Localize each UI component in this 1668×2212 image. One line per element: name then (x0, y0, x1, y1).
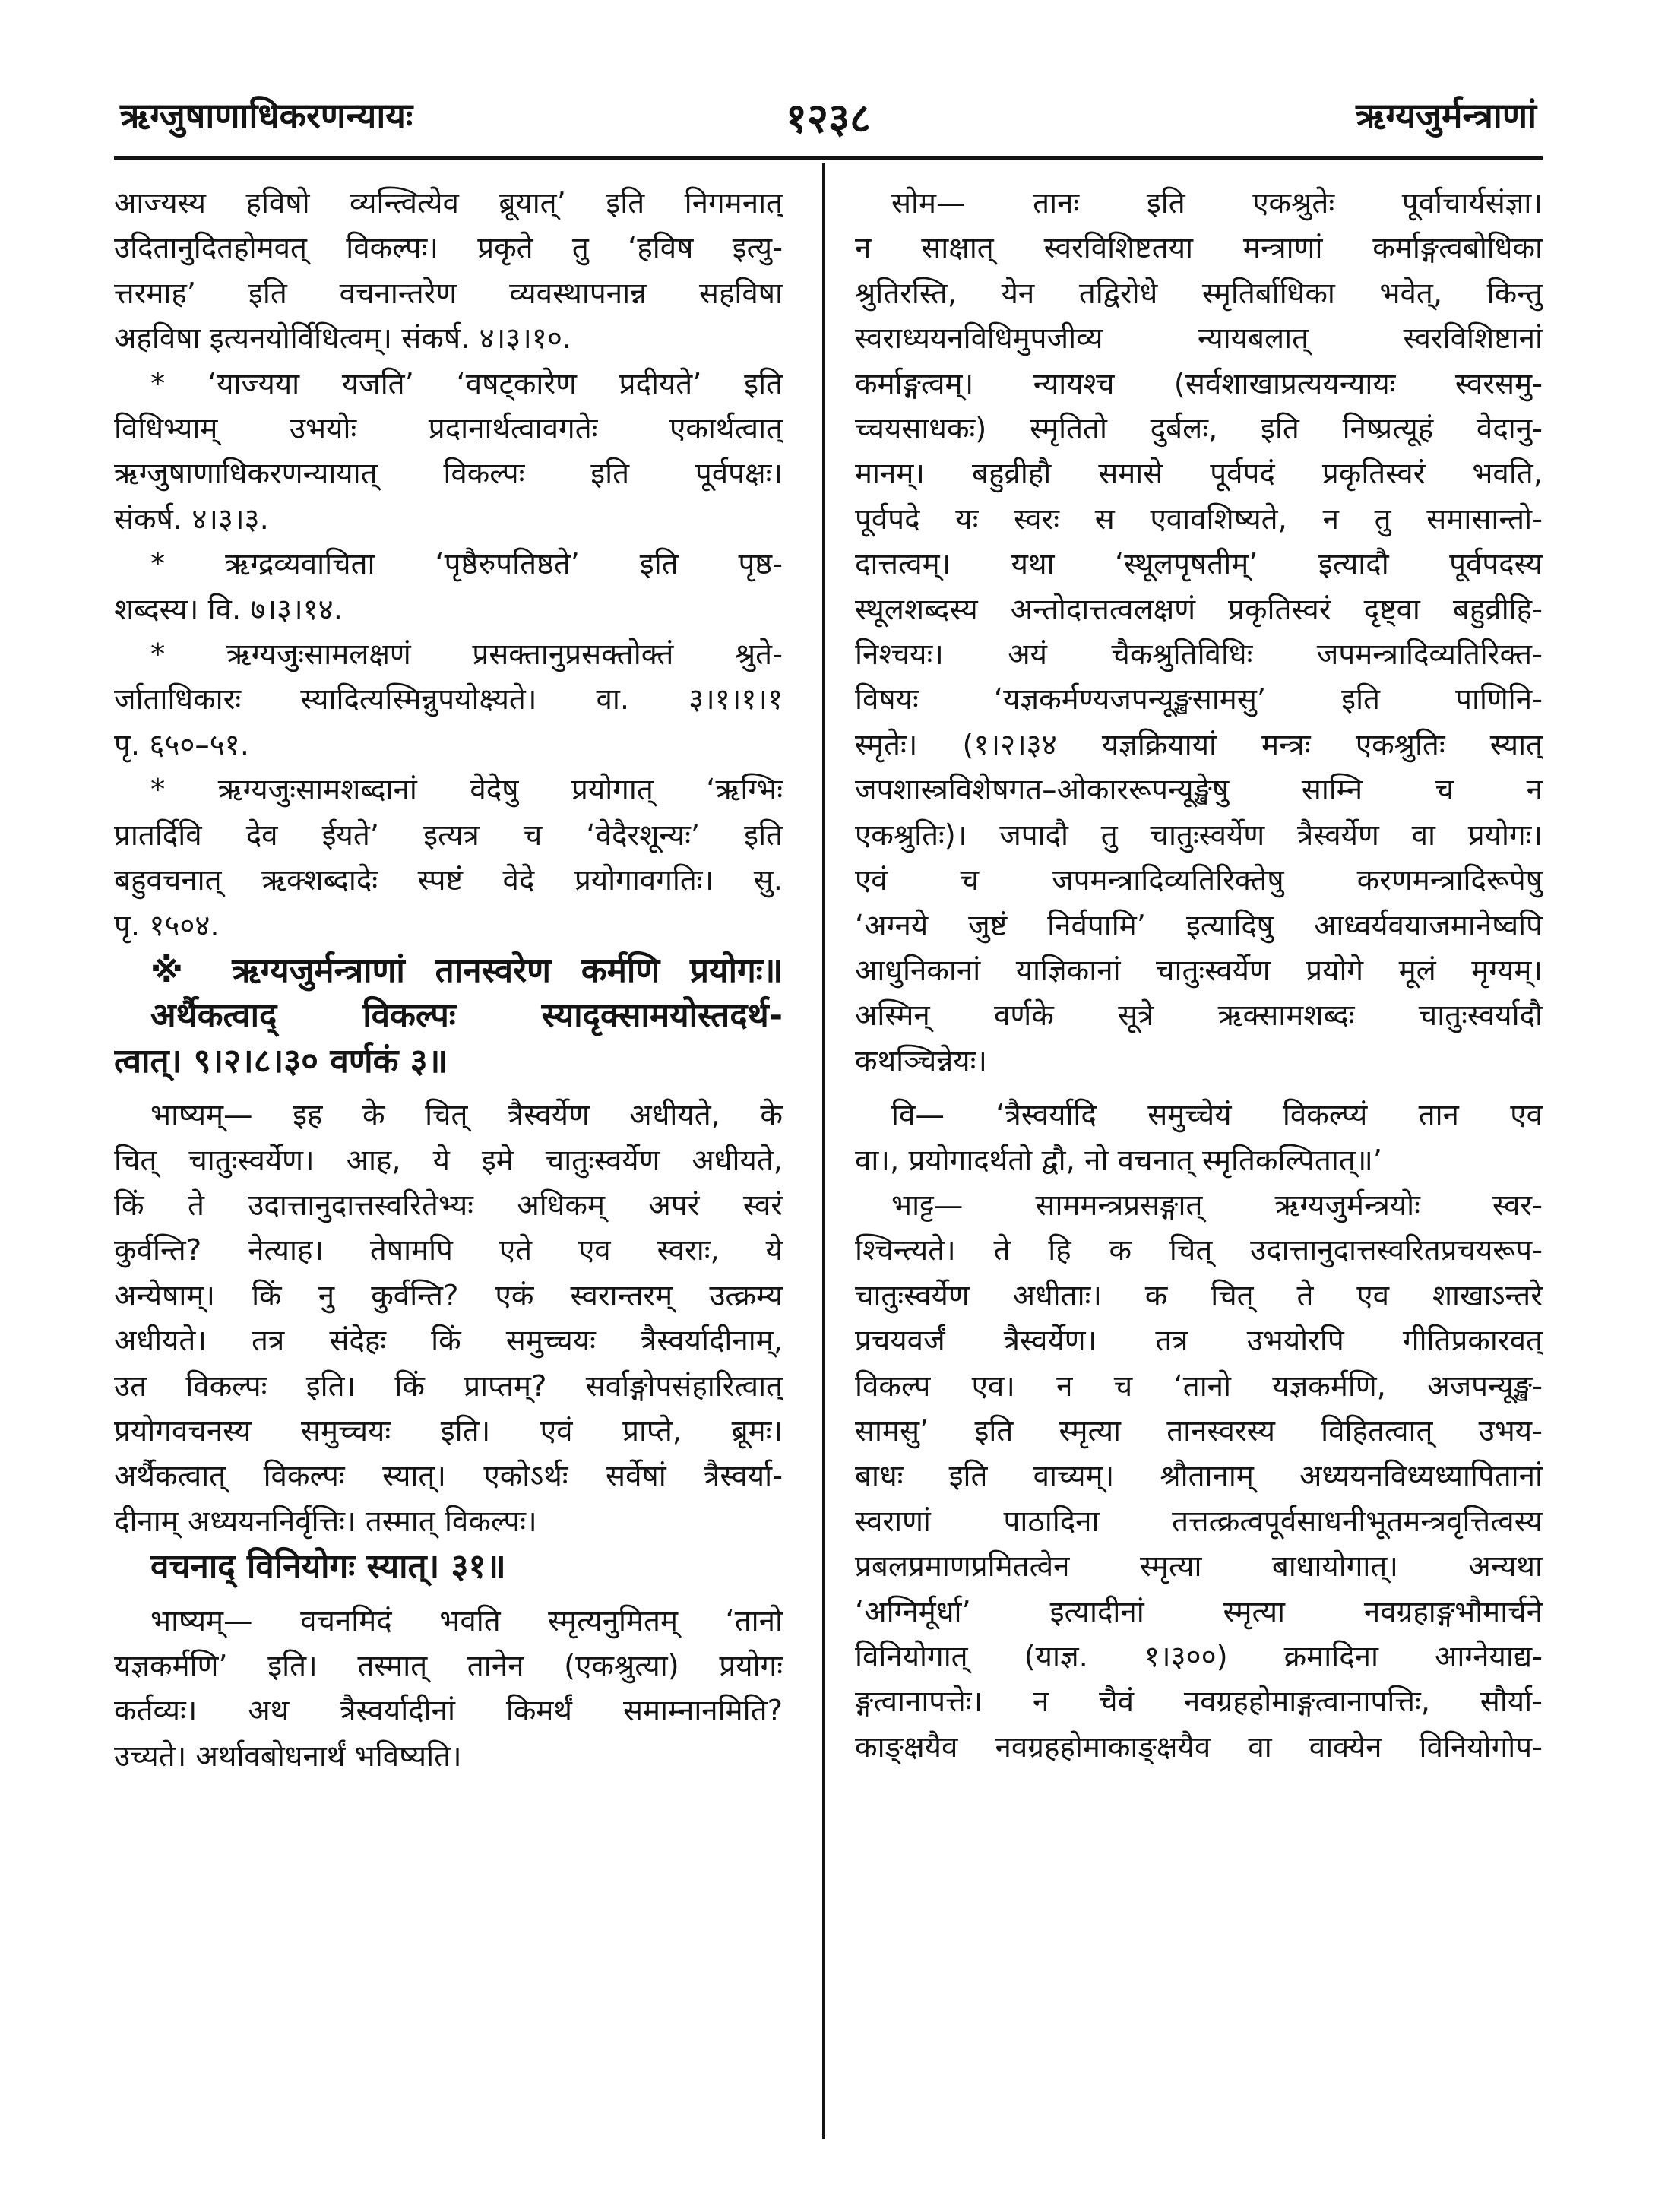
paragraph-gap (855, 1084, 1543, 1093)
text-line: एवं च जपमन्त्रादिव्यतिरिक्तेषु करणमन्त्रादिरूपेषु (855, 863, 1543, 898)
text-line: ऋग्जुषाणाधिकरणन्यायात् विकल्पः इति पूर्वपक्षः। (114, 457, 783, 492)
text-line: आधुनिकानां याज्ञिकानां चातुःस्वर्येण प्रयोगे मूलं मृग्यम्। (855, 953, 1543, 988)
left-column (114, 181, 783, 1779)
header-rule (114, 156, 1543, 160)
text-line: भाष्यम्— वचनमिदं भवति स्मृत्यनुमितम् ‘तानो (150, 1603, 783, 1638)
text-line: काङ्क्षयैव नवग्रहहोमाकाङ्क्षयैव वा वाक्येन विनियोगोप- (855, 1729, 1543, 1764)
text-line: विनियोगात् (याज्ञ. १।३००) क्रमादिना आग्नेयाद्य- (855, 1640, 1543, 1674)
column-divider (822, 163, 825, 2139)
text-line: न साक्षात् स्वरविशिष्टतया मन्त्राणां कर्माङ्गत्वबोधिका (855, 231, 1543, 266)
text-line: अधीयते। तत्र संदेहः किं समुच्चयः त्रैस्वर्यादीनाम्, (114, 1324, 783, 1359)
text-line: च्चयसाधकः) स्मृतितो दुर्बलः, इति निष्प्रत्यूहं वेदानु- (855, 412, 1543, 447)
text-line: दीनाम् अध्ययननिर्वृत्तिः। तस्मात् विकल्पः। (114, 1504, 537, 1539)
text-line: प्रबलप्रमाणप्रमितत्वेन स्मृत्या बाधायोगात्। अन्यथा (855, 1549, 1543, 1584)
text-line: निश्चयः। अयं चैकश्रुतिविधिः जपमन्त्रादिव्यतिरिक्त- (855, 638, 1543, 672)
text-line: अर्थैकत्वाद् विकल्पः स्यादृक्सामयोस्तदर्थ- (150, 996, 783, 1036)
text-line: स्वराणां पाठादिना तत्तत्क्रत्वपूर्वसाधनीभूतमन्त्रवृत्तित्वस्य (855, 1504, 1543, 1539)
text-line: कुर्वन्ति? नेत्याह। तेषामपि एते एव स्वराः, ये (114, 1233, 783, 1268)
text-line: पृ. १५०४. (114, 908, 220, 943)
text-line: भाट्ट— साममन्त्रप्रसङ्गात् ऋग्यजुर्मन्त्रयोः स्वर- (891, 1188, 1543, 1223)
text-line: वि— ‘त्रैस्वर्यादि समुच्चेयं विकल्प्यं तान एव (891, 1098, 1543, 1133)
text-line: उदितानुदितहोमवत् विकल्पः। प्रकृते तु ‘हविष इत्यु- (114, 231, 783, 266)
text-line: अर्थैकत्वात् विकल्पः स्यात्। एकोऽर्थः सर्वेषां त्रैस्वर्या- (114, 1459, 783, 1494)
text-line: स्वराध्ययनविधिमुपजीव्य न्यायबलात् स्वरविशिष्टानां (855, 321, 1543, 356)
header-left-title: ऋग्जुषाणाधिकरणन्यायः (120, 95, 413, 136)
text-line: कथञ्चिन्नेयः। (855, 1043, 987, 1078)
text-line: उत विकल्पः इति। किं प्राप्तम्? सर्वाङ्गोपसंहारित्वात् (114, 1369, 783, 1403)
text-line: उच्यते। अर्थावबोधनार्थं भविष्यति। (114, 1739, 462, 1774)
right-column (855, 181, 1543, 1770)
paragraph-gap (114, 1084, 783, 1093)
text-line: बाधः इति वाच्यम्। श्रौतानाम् अध्ययनविध्यध्यापितानां (855, 1459, 1543, 1494)
text-line: त्वात्। ९।२।८।३० वर्णकं ३॥ (114, 1041, 448, 1081)
text-line: श्चिन्त्यते। ते हि क चित् उदात्तानुदात्तस्वरितप्रचयरूप- (855, 1233, 1543, 1268)
text-line: श्रुतिरस्ति, येन तद्विरोधे स्मृतिर्बाधिका भवेत्, किन्तु (855, 276, 1543, 311)
text-line: ※ ऋग्यजुर्मन्त्राणां तानस्वरेण कर्मणि प्रयोगः॥ (150, 951, 783, 990)
text-line: किं ते उदात्तानुदात्तस्वरितेभ्यः अधिकम् अपरं स्वरं (114, 1188, 783, 1223)
text-line: कर्माङ्गत्वम्। न्यायश्च (सर्वशाखाप्रत्ययन्यायः स्वरसमु- (855, 366, 1543, 401)
text-line: प्रातर्दिवि देव ईयते’ इत्यत्र च ‘वेदैरशून्यः’ इति (114, 818, 783, 853)
text-line: पृ. ६५०–५१. (114, 727, 249, 762)
text-line: र्जाताधिकारः स्यादित्यस्मिन्नुपयोक्ष्यते। वा. ३।१।१।१ (114, 682, 783, 717)
text-line: विधिभ्याम् उभयोः प्रदानार्थत्वावगतेः एकार्थत्वात् (114, 412, 783, 447)
text-line: यज्ञकर्मणि’ इति। तस्मात् तानेन (एकश्रुत्या) प्रयोगः (114, 1649, 783, 1683)
text-line: चातुःस्वर्येण अधीताः। क चित् ते एव शाखाऽन्तरे (855, 1278, 1543, 1313)
text-line: बहुवचनात् ऋक्शब्दादेः स्पष्टं वेदे प्रयोगावगतिः। सु. (114, 863, 783, 898)
text-line: स्मृतेः। (१।२।३४ यज्ञक्रियायां मन्त्रः एकश्रुतिः स्यात् (855, 727, 1543, 762)
text-line: शब्दस्य। वि. ७।३।१४. (114, 592, 343, 627)
text-line: आज्यस्य हविषो व्यन्त्वित्येव ब्रूयात्’ इति निगमनात् (114, 186, 783, 220)
text-line: प्रचयवर्जं त्रैस्वर्येण। तत्र उभयोरपि गीतिप्रकारवत् (855, 1324, 1543, 1359)
text-line: विकल्प एव। न च ‘तानो यज्ञकर्मणि, अजपन्यूङ्ख- (855, 1369, 1543, 1403)
text-line: पूर्वपदे यः स्वरः स एवावशिष्यते, न तु समासान्तो- (855, 502, 1543, 536)
text-line: दात्तत्वम्। यथा ‘स्थूलपृषतीम्’ इत्यादौ पूर्वपदस्य (855, 547, 1543, 582)
text-line: कर्तव्यः। अथ त्रैस्वर्यादीनां किमर्थं समाम्नानमिति? (114, 1694, 783, 1729)
header-right-title: ऋग्यजुर्मन्त्राणां (1356, 95, 1537, 136)
text-line: * ऋग्द्रव्यवाचिता ‘पृष्ठैरुपतिष्ठते’ इति पृष्ठ- (150, 547, 783, 582)
text-line: ङ्गत्वानापत्तेः। न चैवं नवग्रहहोमाङ्गत्वानापत्तिः, सौर्या- (855, 1685, 1543, 1720)
text-line: प्रयोगवचनस्य समुच्चयः इति। एवं प्राप्ते, ब्रूमः। (114, 1413, 783, 1448)
text-line: भाष्यम्— इह के चित् त्रैस्वर्येण अधीयते, के (150, 1098, 783, 1133)
text-line: स्थूलशब्दस्य अन्तोदात्तत्वलक्षणं प्रकृतिस्वरं दृष्ट्वा बहुव्रीहि- (855, 592, 1543, 627)
paragraph-gap (114, 1590, 783, 1599)
text-line: ‘अग्निर्मूर्धा’ इत्यादीनां स्मृत्या नवग्रहाङ्गभौमार्चने (855, 1594, 1543, 1629)
text-line: संकर्ष. ४।३।३. (114, 502, 269, 536)
text-line: * ऋग्यजुःसामशब्दानां वेदेषु प्रयोगात् ‘ऋग्भिः (150, 773, 783, 808)
page-number: १२३८ (785, 94, 872, 142)
running-header (114, 84, 1543, 144)
text-line: जपशास्त्रविशेषगत–ओकाररूपन्यूङ्खेषु साम्नि च न (855, 773, 1543, 808)
text-line: ‘अग्नये जुष्टं निर्वपामि’ इत्यादिषु आध्वर्यवयाजमानेष्वपि (855, 908, 1543, 943)
text-line: विषयः ‘यज्ञकर्मण्यजपन्यूङ्खसामसु’ इति पाणिनि- (855, 682, 1543, 717)
text-line: चित् चातुःस्वर्येण। आह, ये इमे चातुःस्वर्येण अधीयते, (114, 1143, 783, 1178)
text-line: त्तरमाह’ इति वचनान्तरेण व्यवस्थापनान्न सहविषा (114, 276, 783, 311)
text-line: * ऋग्यजुःसामलक्षणं प्रसक्तानुप्रसक्तोक्तं श्रुते- (150, 638, 783, 672)
text-line: सोम— तानः इति एकश्रुतेः पूर्वाचार्यसंज्ञा। (891, 186, 1543, 220)
text-line: * ‘याज्यया यजति’ ‘वषट्कारेण प्रदीयते’ इति (150, 366, 783, 401)
text-line: अन्येषाम्। किं नु कुर्वन्ति? एकं स्वरान्तरम् उत्क्रम्य (114, 1278, 783, 1313)
text-line: मानम्। बहुव्रीहौ समासे पूर्वपदं प्रकृतिस्वरं भवति, (855, 457, 1543, 492)
text-line: अहविषा इत्यनयोर्विधित्वम्। संकर्ष. ४।३।१०. (114, 321, 572, 356)
text-line: वा।, प्रयोगादर्थतो द्वौ, नो वचनात् स्मृतिकल्पितात्॥’ (855, 1143, 1383, 1178)
text-line: अस्मिन् वर्णके सूत्रे ऋक्सामशब्दः चातुःस्वर्यादौ (855, 998, 1543, 1033)
text-line: एकश्रुतिः)। जपादौ तु चातुःस्वर्येण त्रैस्वर्येण वा प्रयोगः। (855, 818, 1543, 853)
text-line: वचनाद् विनियोगः स्यात्। ३१॥ (150, 1547, 506, 1587)
text-line: सामसु’ इति स्मृत्या तानस्वरस्य विहितत्वात् उभय- (855, 1413, 1543, 1448)
